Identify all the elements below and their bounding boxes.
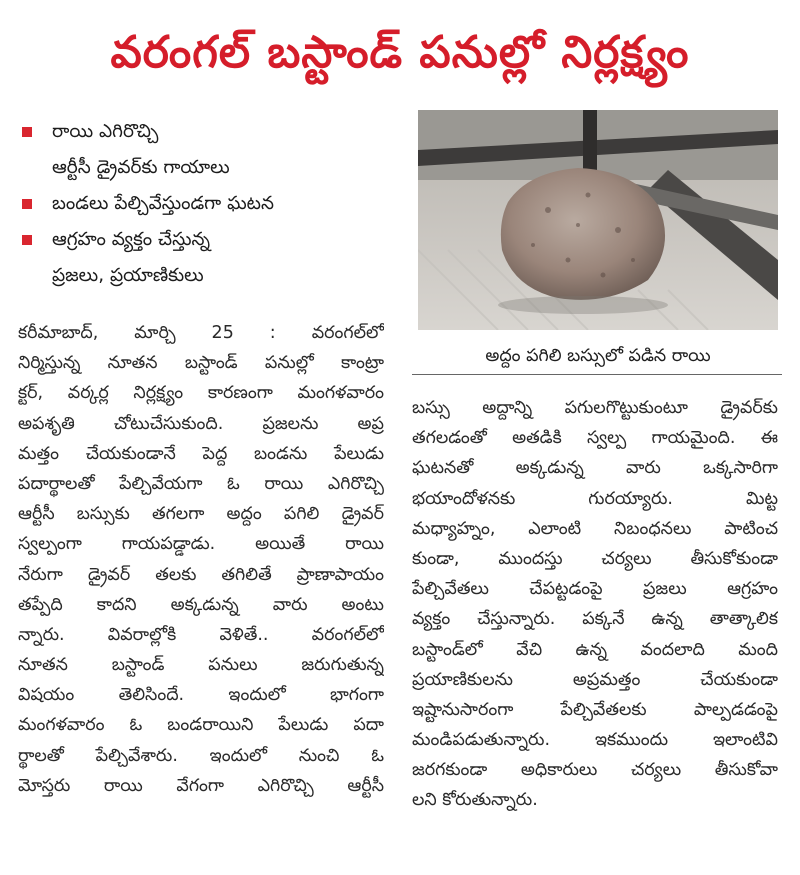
bullet-square-icon <box>22 199 32 209</box>
highlight-item <box>22 222 402 258</box>
article-line: తప్పేది కాదని అక్కడున్న వారు అంటు <box>18 594 384 615</box>
article-line: మంగళవారం ఓ బండరాయిని పేలుడు పదా <box>18 715 384 736</box>
rock-photo-illustration <box>418 110 778 330</box>
news-photo <box>418 110 778 330</box>
article-line: బస్సు అద్దాన్ని పగులగొట్టుకుంటూ డ్రైవర్‌కు <box>412 398 778 418</box>
photo-caption: అద్దం పగిలి బస్సులో పడిన రాయి <box>485 346 711 366</box>
article-line: బస్టాండ్‌లో వేచి ఉన్న వందలాది మంది <box>412 639 778 660</box>
article-line: ఘటనతో అక్కడున్న వారు ఒక్కసారిగా <box>412 458 778 479</box>
bullet-square-icon <box>22 235 32 245</box>
article-line: పేల్చివేతలు చేపట్టడంపై ప్రజలు ఆగ్రహం <box>412 579 778 600</box>
article-line: నూతన బస్టాండ్ పనులు జరుగుతున్న <box>18 655 384 676</box>
article-column-left <box>18 318 384 801</box>
bullet-square-icon <box>22 127 32 137</box>
highlight-item <box>22 186 402 222</box>
highlight-text: బండలు పేల్చివేస్తుండగా ఘటన <box>52 193 274 214</box>
article-line: మధ్యాహ్నం, ఎలాంటి నిబంధనలు పాటించ <box>412 518 778 539</box>
article-line: నిర్మిస్తున్న నూతన బస్టాండ్ పనుల్లో కాంట్రా <box>18 353 384 374</box>
caption-divider <box>412 374 782 375</box>
article-line: విషయం తెలిసిందే. ఇందులో భాగంగా <box>18 685 384 706</box>
headline: వరంగల్ బస్టాండ్ పనుల్లో నిర్లక్ష్యం <box>110 27 690 78</box>
article-line: ర్థాలతో పేల్చివేశారు. ఇందులో నుంచి ఓ <box>18 745 384 766</box>
highlight-item <box>22 258 402 294</box>
article-line: భయాందోళనకు గురయ్యారు. మిట్ట <box>412 488 778 509</box>
article-line: స్వల్పంగా గాయపడ్డాడు. అయితే రాయి <box>18 534 384 555</box>
article-line: ఇష్టానుసారంగా పేల్చివేతలకు పాల్పడడంపై <box>412 699 778 720</box>
highlight-text: ఆర్టీసీ డ్రైవర్‌కు గాయాలు <box>52 157 230 178</box>
article-line: నేరుగా డ్రైవర్ తలకు తగిలితే ప్రాణాపాయం <box>18 564 384 585</box>
article-line: వ్యక్తం చేస్తున్నారు. పక్కనే ఉన్న తాత్కాలిక <box>412 609 778 630</box>
highlight-item <box>22 150 402 186</box>
highlights-list <box>22 114 402 294</box>
article-line: జరగకుండా అధికారులు చర్యలు తీసుకోవా <box>412 760 778 781</box>
article-line: ఆర్టీసీ బస్సుకు తగలగా అద్దం పగిలి డ్రైవర్ <box>18 504 384 525</box>
article-line: ప్రయాణికులను అప్రమత్తం చేయకుండా <box>412 669 778 690</box>
article-line: అపశృతి చోటుచేసుకుంది. ప్రజలను అప్ర <box>18 413 384 434</box>
article-line: పదార్థాలతో పేల్చివేయగా ఓ రాయి ఎగిరొచ్చి <box>18 473 384 494</box>
article-line: మోస్తరు రాయి వేగంగా ఎగిరొచ్చి ఆర్టీసీ <box>18 775 384 796</box>
highlight-text: ఆగ్రహం వ్యక్తం చేస్తున్న <box>52 229 210 250</box>
article-line: మండిపడుతున్నారు. ఇకముందు ఇలాంటివి <box>412 730 778 751</box>
article-line: న్నారు. వివరాల్లోకి వెళితే.. వరంగల్‌లో <box>18 624 384 645</box>
article-line: లని కోరుతున్నారు. <box>412 790 538 811</box>
article-line: కరీమాబాద్, మార్చి 25 : వరంగల్‌లో <box>18 323 384 343</box>
highlight-text: రాయి ఎగిరొచ్చి <box>52 121 159 142</box>
highlight-item <box>22 114 402 150</box>
article-line: క్టర్, వర్కర్ల నిర్లక్ష్యం కారణంగా మంగళవారం <box>18 383 384 404</box>
article-column-right <box>412 393 778 816</box>
article-line: మత్తం చేయకుండానే పెద్ద బండను పేలుడు <box>18 443 384 464</box>
highlight-text: ప్రజలు, ప్రయాణికులు <box>52 265 204 286</box>
article-line: తగలడంతో అతడికి స్వల్ప గాయమైంది. ఈ <box>412 428 778 449</box>
article-line: కుండా, ముందస్తు చర్యలు తీసుకోకుండా <box>412 548 778 569</box>
